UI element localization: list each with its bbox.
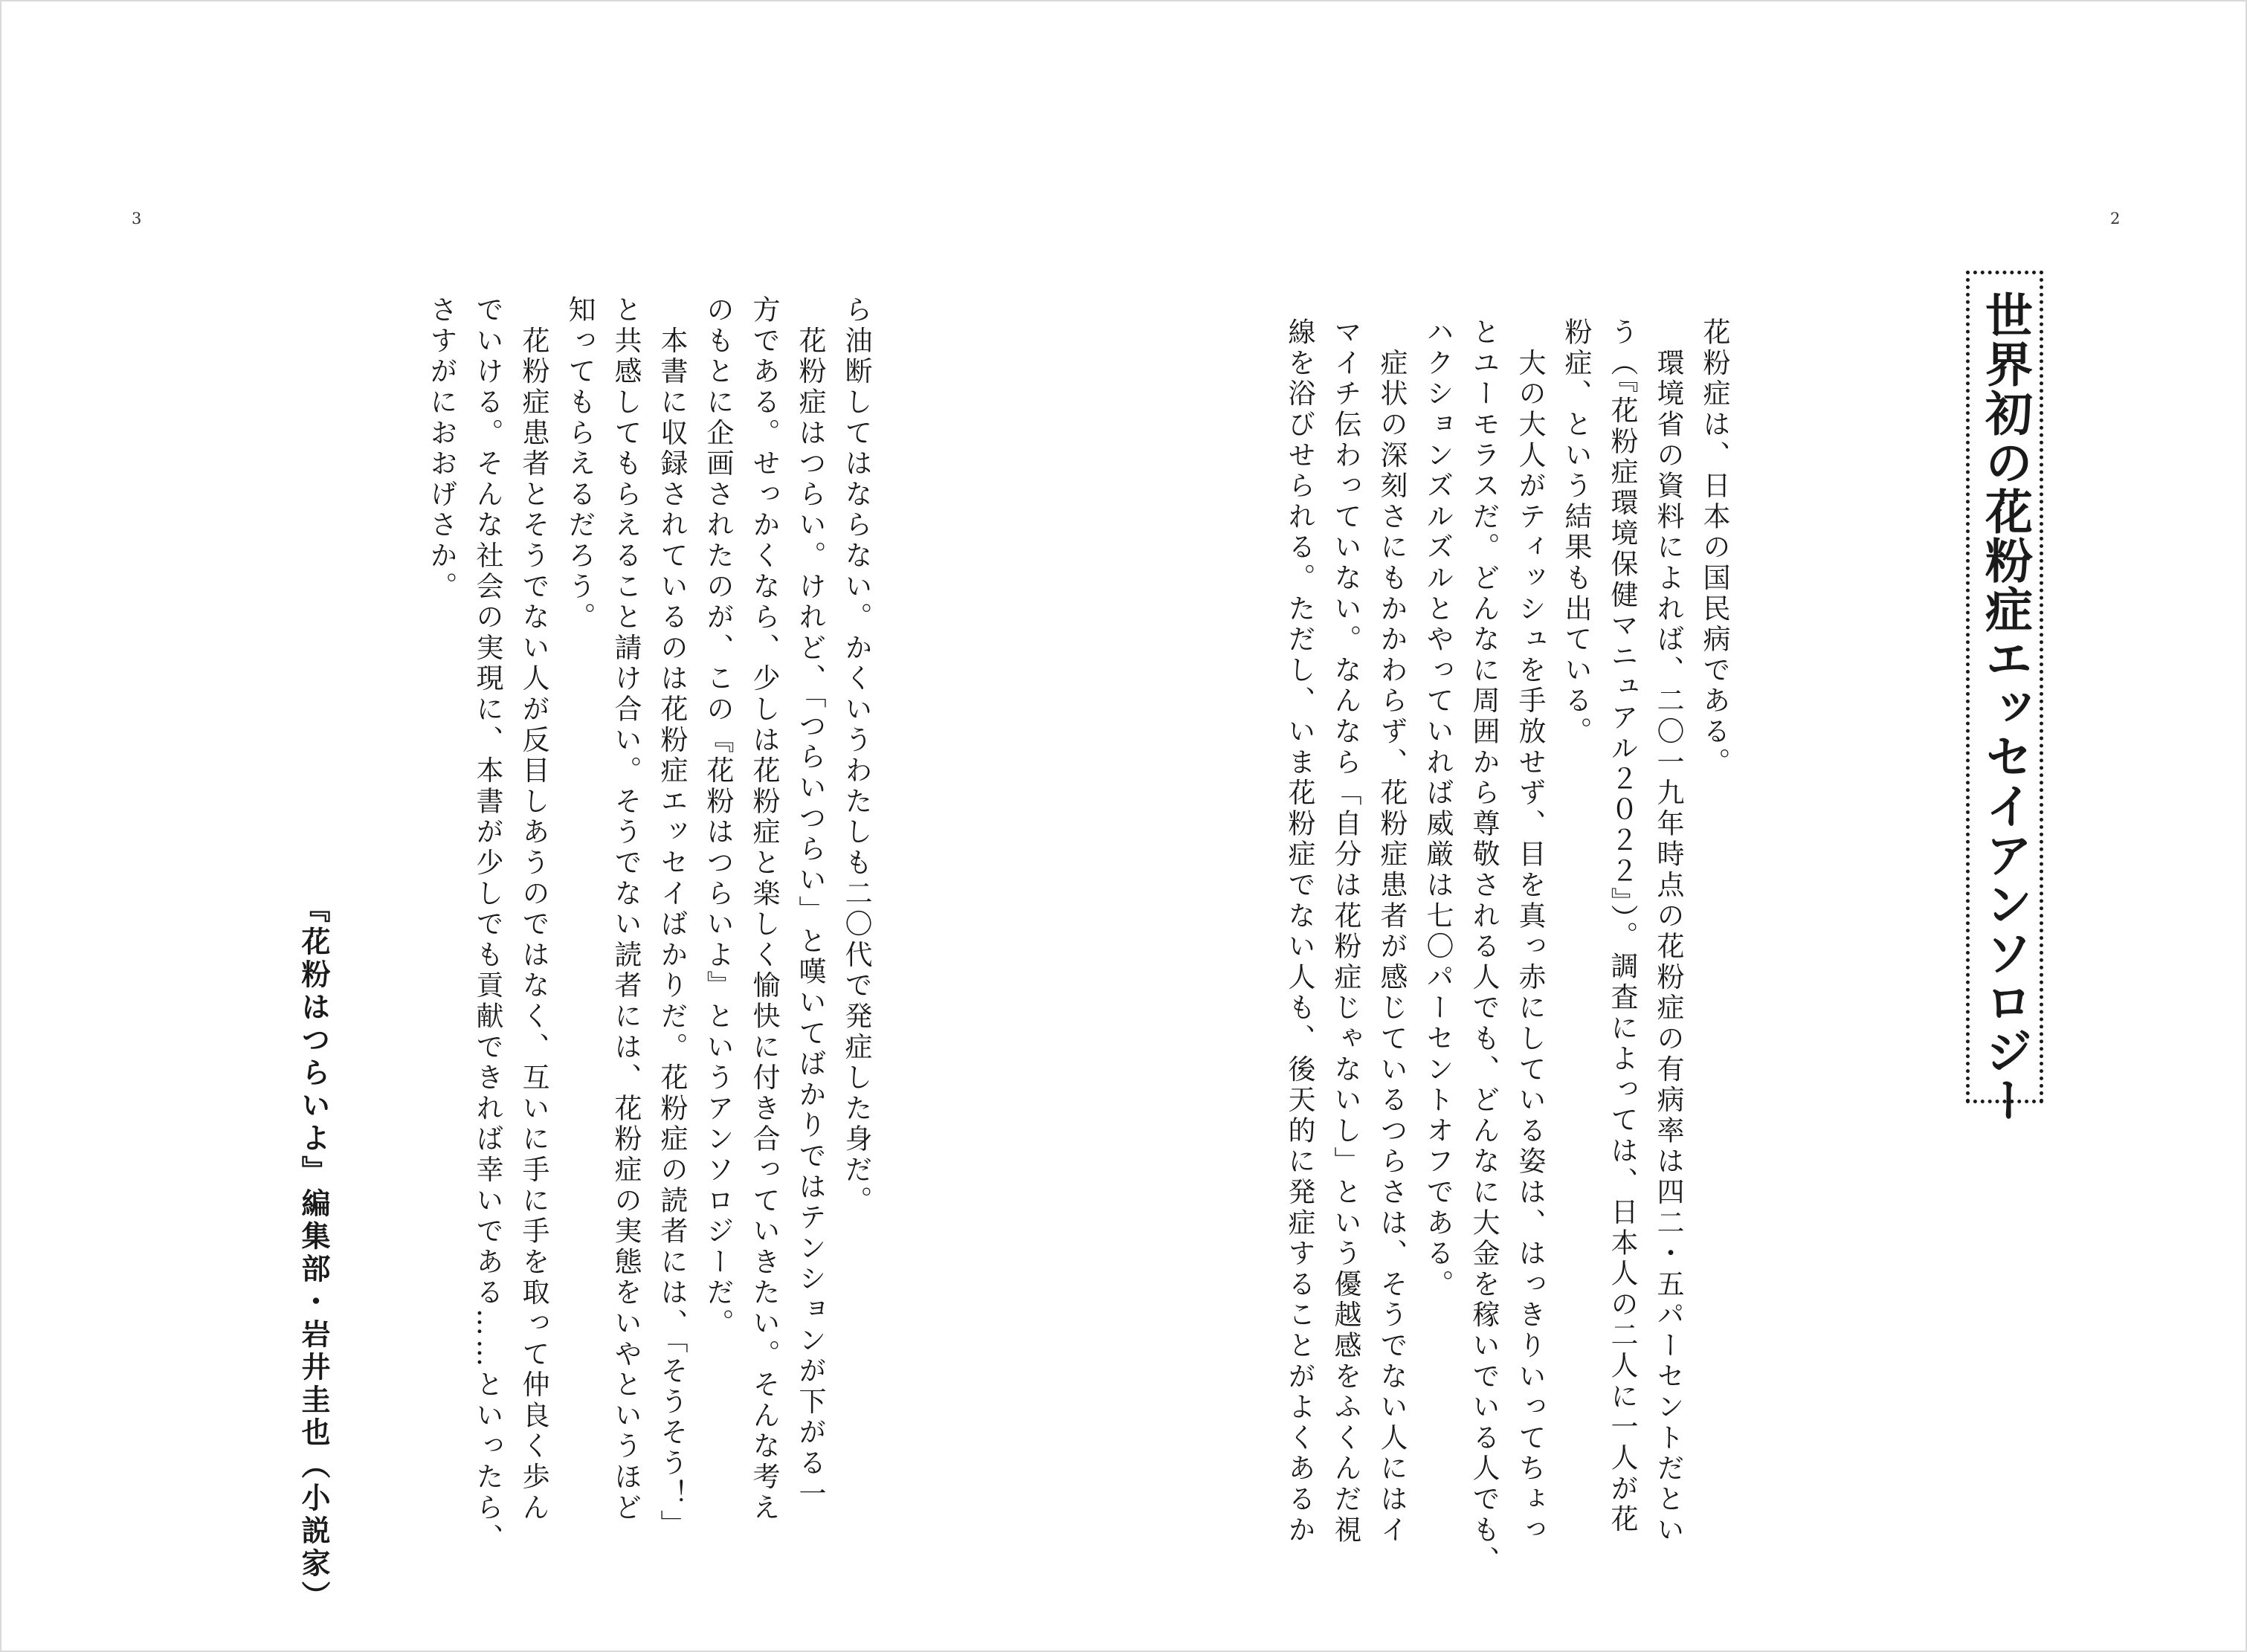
body-line: とユーモラスだ。どんなに周囲から尊敬される人でも、どんなに大金を稼いでいる人でも、: [1468, 317, 1500, 1577]
body-line: さすがにおおげさか。: [425, 295, 457, 602]
body-line: 線を浴びせられる。ただし、いま花粉症でない人も、後天的に発症することがよくあるか: [1283, 317, 1315, 1546]
body-line: ハクションズルズルとやっていれば威厳は七〇パーセントオフである。: [1422, 317, 1454, 1300]
left-page-body: [418, 295, 879, 1574]
body-line: 花粉症患者とそうでない人が反目しあうのではなく、互いに手に手を取って仲良く歩ん: [518, 295, 549, 1523]
body-line: 症状の深刻さにもかかわらず、花粉症患者が感じているつらさは、そうでない人にはイ: [1376, 317, 1408, 1546]
title-box: [1966, 271, 2043, 1125]
right-page-body: [1276, 317, 1737, 1581]
body-line: 大の大人がティッシュを手放せず、目を真っ赤にしている姿は、はっきりいってちょっ: [1514, 317, 1546, 1546]
body-line: 方である。せっかくなら、少しは花粉症と楽しく愉快に付き合っていきたい。そんな考え: [748, 295, 780, 1523]
body-line: マイチ伝わっていない。なんなら「自分は花粉症じゃないし」という優越感をふくんだ視: [1329, 317, 1361, 1546]
body-line: のもとに企画されたのが、この『花粉はつらいよ』というアンソロジーだ。: [702, 295, 734, 1340]
body-line: 本書に収録されているのは花粉症エッセイばかりだ。花粉症の読者には、「そうそう！」: [656, 295, 688, 1540]
body-line: ら油断してはならない。かくいうわたしも二〇代で発症した身だ。: [840, 295, 872, 1216]
page-number-right: 2: [2110, 210, 2121, 228]
page-number-left: 3: [132, 210, 142, 228]
body-line: 花粉症は、日本の国民病である。: [1698, 317, 1730, 778]
body-line: う（『花粉症環境保健マニュアル２０２２』）。調査によっては、日本人の二人に一人が花: [1606, 317, 1638, 1535]
body-line: 花粉症はつらい。けれど、「つらいつらい」と嘆いてばかりではテンションが下がる一: [794, 295, 826, 1510]
body-line: でいける。そんな社会の実現に、本書が少しでも貢献できれば幸いである……といったら、: [471, 295, 503, 1555]
body-line: 知ってもらえるだろう。: [564, 295, 596, 633]
page-title: 世界初の花粉症エッセイアンソロジー: [1977, 291, 2032, 1125]
body-line: と共感してもらえること請け合い。そうでない読者には、花粉症の実態をいやというほど: [610, 295, 642, 1523]
body-line: 環境省の資料によれば、二〇一九年時点の花粉症の有病率は四二・五パーセントだとい: [1652, 317, 1684, 1546]
signature: 『花粉はつらいよ』編集部・岩井圭也（小説家）: [297, 894, 330, 1613]
body-line: 粉症、という結果も出ている。: [1560, 317, 1592, 748]
